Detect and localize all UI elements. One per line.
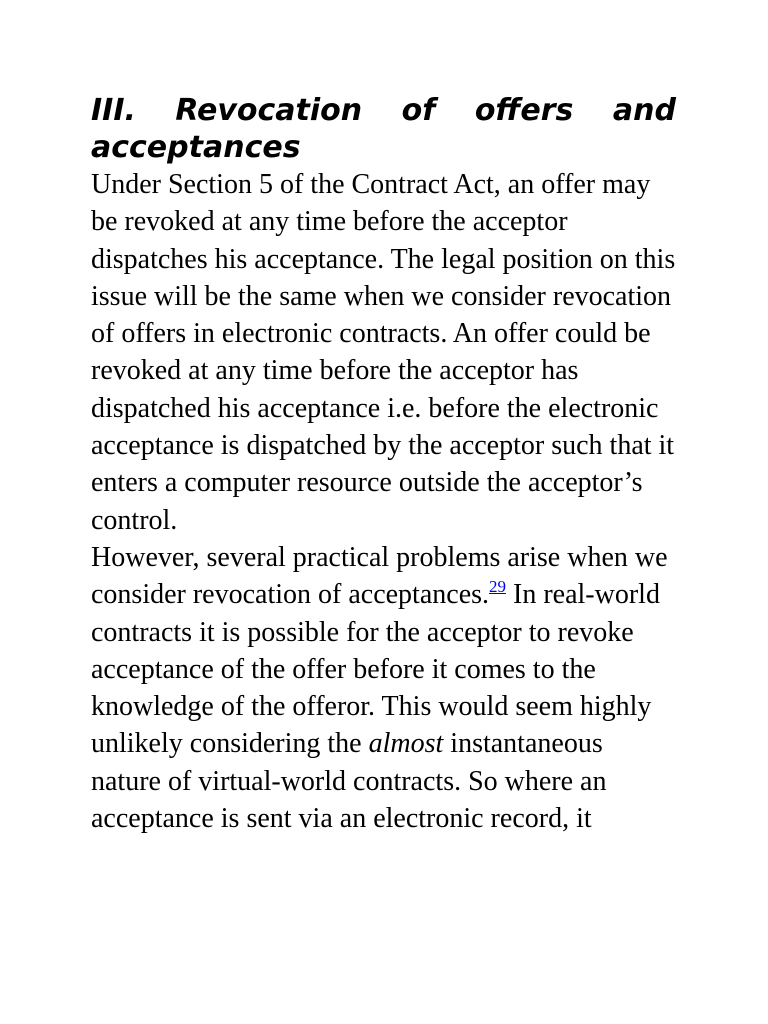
emphasis-text: almost: [368, 728, 444, 760]
paragraph-2: [91, 539, 676, 837]
footnote-ref-link[interactable]: 29: [489, 577, 507, 597]
paragraph-2-part-2: In real-world contracts it is possible for the acceptor to revoke acceptance of the offer before it comes to the knowledge of the offeror. This would seem highly unlikely considering the: [91, 579, 660, 760]
paragraph-1: Under Section 5 of the Contract Act, an offer may be revoked at any time before the acceptor dispatches his acceptance. The legal position on this issue will be the same when we consider revocation of offers in electronic contracts. An offer could be revoked at any time before the acceptor has dispatched his acceptance i.e. before the electronic acceptance is dispatched by the acceptor such that it enters a computer resource outside the acceptor’s control.: [91, 169, 676, 536]
section-heading: III. Revocation of offers and acceptances: [91, 93, 676, 165]
paragraph-2-part-3: instantaneous nature of virtual-world contracts. So where an acceptance is sent via an electronic record, it: [91, 728, 607, 835]
paragraph-2-part-1: However, several practical problems arise when we consider revocation of acceptances.: [91, 541, 668, 611]
